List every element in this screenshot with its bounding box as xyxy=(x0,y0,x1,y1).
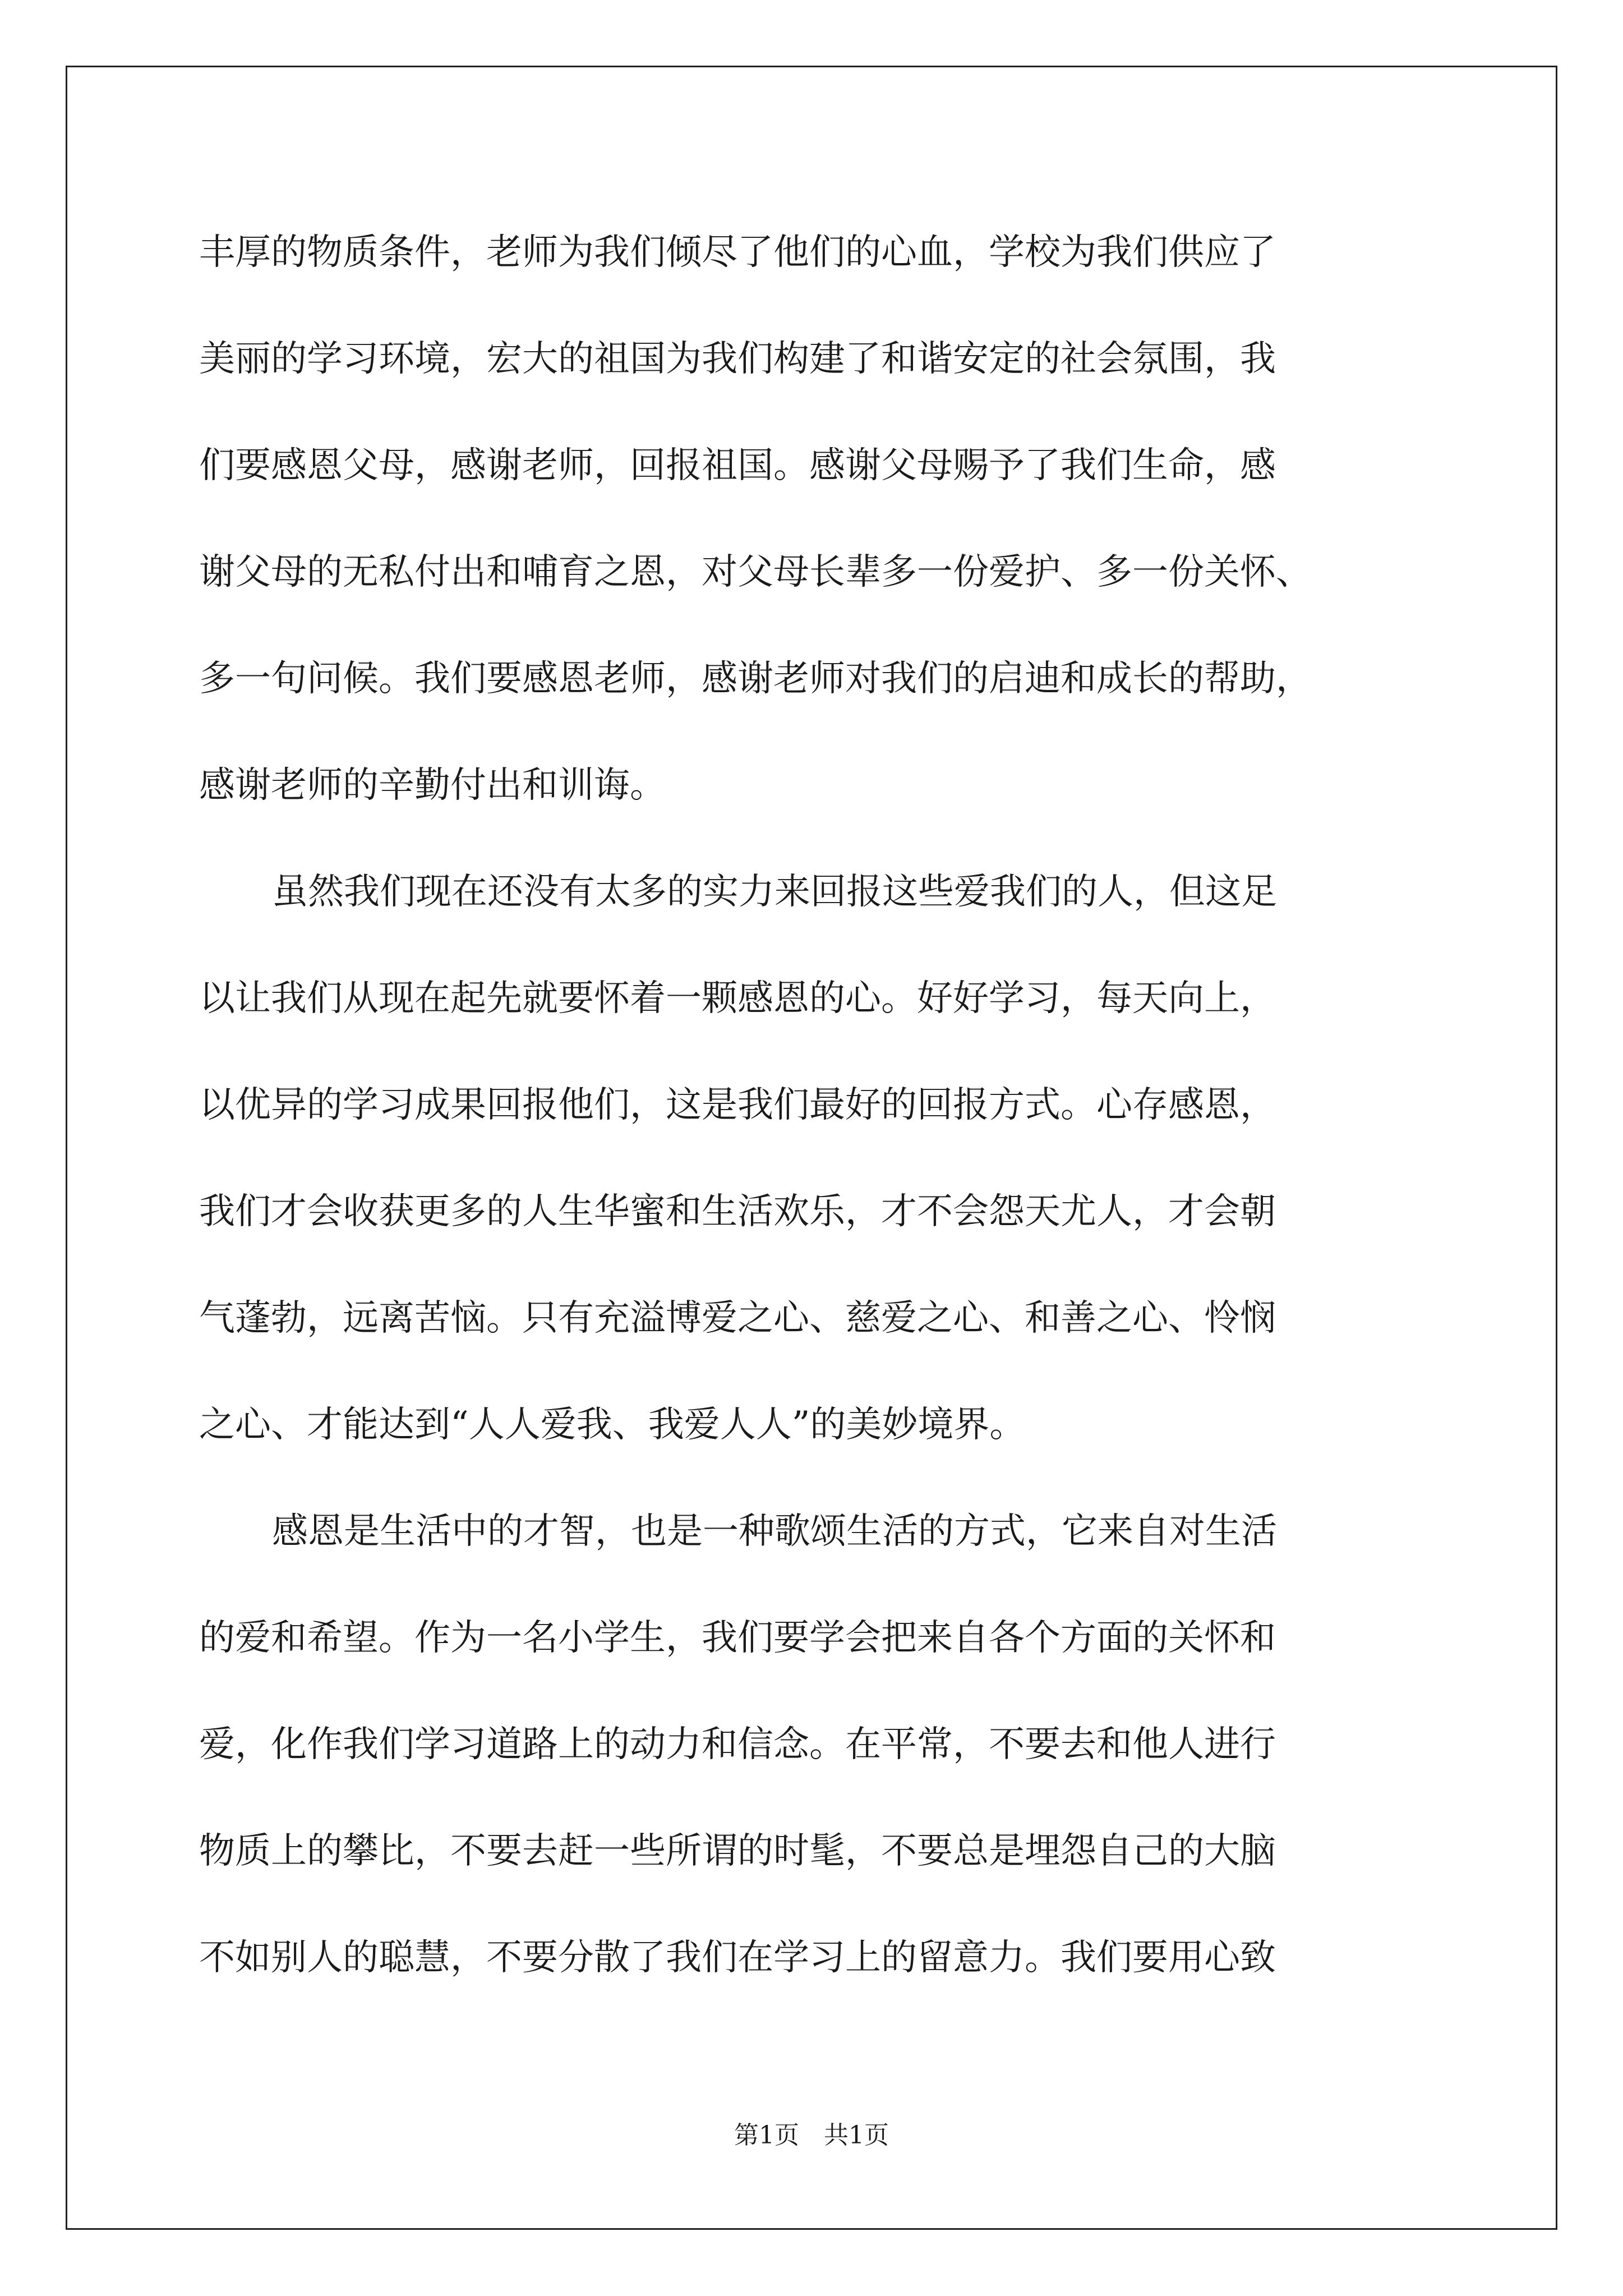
text-line: 多一句问候。我们要感恩老师，感谢老师对我们的启迪和成长的帮助， xyxy=(199,658,1312,700)
text-line: 感恩是生活中的才智，也是一种歌颂生活的方式，它来自对生活 xyxy=(272,1511,1277,1552)
text-line: 丰厚的物质条件，老师为我们倾尽了他们的心血，学校为我们供应了 xyxy=(199,232,1276,273)
text-line: 物质上的攀比，不要去赶一些所谓的时髦，不要总是埋怨自己的大脑 xyxy=(199,1830,1276,1872)
paragraph-3 xyxy=(199,1478,1444,2011)
text-line: 以让我们从现在起先就要怀着一颗感恩的心。好好学习，每天向上， xyxy=(199,978,1276,1019)
text-line: 爱，化作我们学习道路上的动力和信念。在平常，不要去和他人进行 xyxy=(199,1724,1276,1765)
text-line: 虽然我们现在还没有太多的实力来回报这些爱我们的人，但这足 xyxy=(272,871,1277,913)
page-number-footer: 第1页 共1页 xyxy=(734,2121,889,2150)
text-line: 的爱和希望。作为一名小学生，我们要学会把来自各个方面的关怀和 xyxy=(199,1617,1276,1659)
text-line: 不如别人的聪慧，不要分散了我们在学习上的留意力。我们要用心致 xyxy=(199,1937,1276,1978)
text-line: 们要感恩父母，感谢老师，回报祖国。感谢父母赐予了我们生命，感 xyxy=(199,445,1276,486)
paragraph-2 xyxy=(199,839,1444,1478)
text-line: 之心、才能达到“人人爱我、我爱人人”的美妙境界。 xyxy=(199,1404,1026,1446)
text-line: 感谢老师的辛勤付出和训诲。 xyxy=(199,765,666,806)
text-line: 气蓬勃，远离苦恼。只有充溢博爱之心、慈爱之心、和善之心、怜悯 xyxy=(199,1297,1276,1339)
text-line: 谢父母的无私付出和哺育之恩，对父母长辈多一份爱护、多一份关怀、 xyxy=(199,551,1312,593)
text-line: 以优异的学习成果回报他们，这是我们最好的回报方式。心存感恩， xyxy=(199,1084,1276,1126)
document-body xyxy=(199,199,1444,2011)
paragraph-1 xyxy=(199,199,1444,839)
text-line: 美丽的学习环境，宏大的祖国为我们构建了和谐安定的社会氛围，我 xyxy=(199,338,1276,380)
text-line: 我们才会收获更多的人生华蜜和生活欢乐，才不会怨天尤人，才会朝 xyxy=(199,1191,1276,1232)
